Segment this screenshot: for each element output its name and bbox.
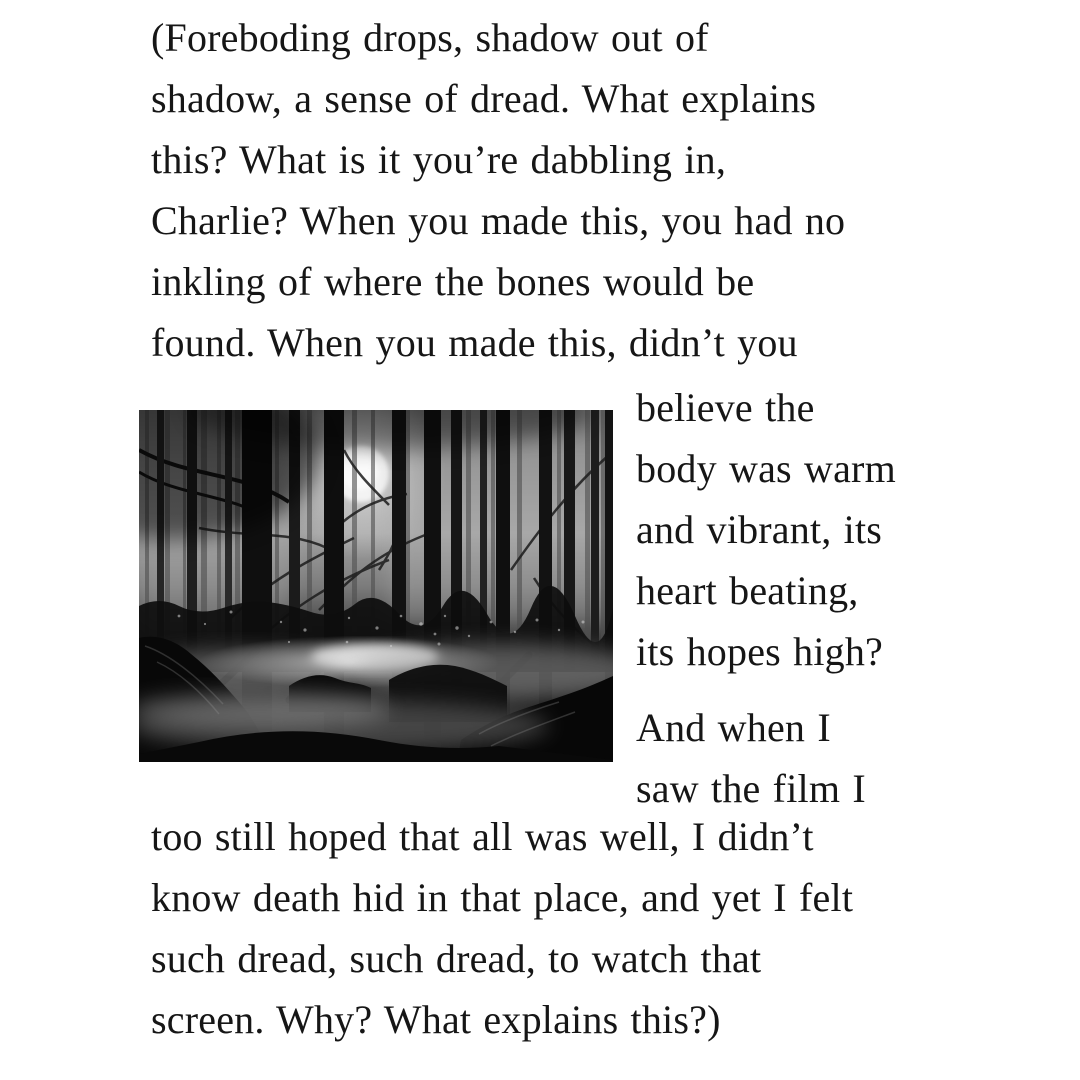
paragraph-opening (151, 7, 845, 373)
text-line: shadow, a sense of dread. What explains (151, 76, 817, 121)
text-line: inkling of where the bones would be (151, 259, 755, 304)
text-line: body was warm (636, 446, 896, 491)
text-line: and vibrant, its (636, 507, 883, 552)
paragraph-wrap-second (636, 697, 896, 819)
text-line: too still hoped that all was well, I didn’t (151, 814, 814, 859)
text-line: Charlie? When you made this, you had no (151, 198, 846, 243)
text-line: heart beating, (636, 568, 859, 613)
text-line: know death hid in that place, and yet I felt (151, 875, 854, 920)
text-line: believe the (636, 385, 815, 430)
paragraph-closing (151, 806, 853, 1050)
wrapped-text-column (636, 377, 896, 819)
text-line: saw the film I (636, 766, 866, 811)
paragraph-wrap-first (636, 377, 896, 682)
text-line: screen. Why? What explains this?) (151, 997, 721, 1042)
text-line: this? What is it you’re dabbling in, (151, 137, 727, 182)
text-line: And when I (636, 705, 831, 750)
text-line: its hopes high? (636, 629, 883, 674)
text-line: such dread, such dread, to watch that (151, 936, 762, 981)
text-line: (Foreboding drops, shadow out of (151, 15, 709, 60)
moonlit-forest-illustration (139, 410, 613, 762)
forest-photo (139, 410, 613, 762)
text-line: found. When you made this, didn’t you (151, 320, 798, 365)
